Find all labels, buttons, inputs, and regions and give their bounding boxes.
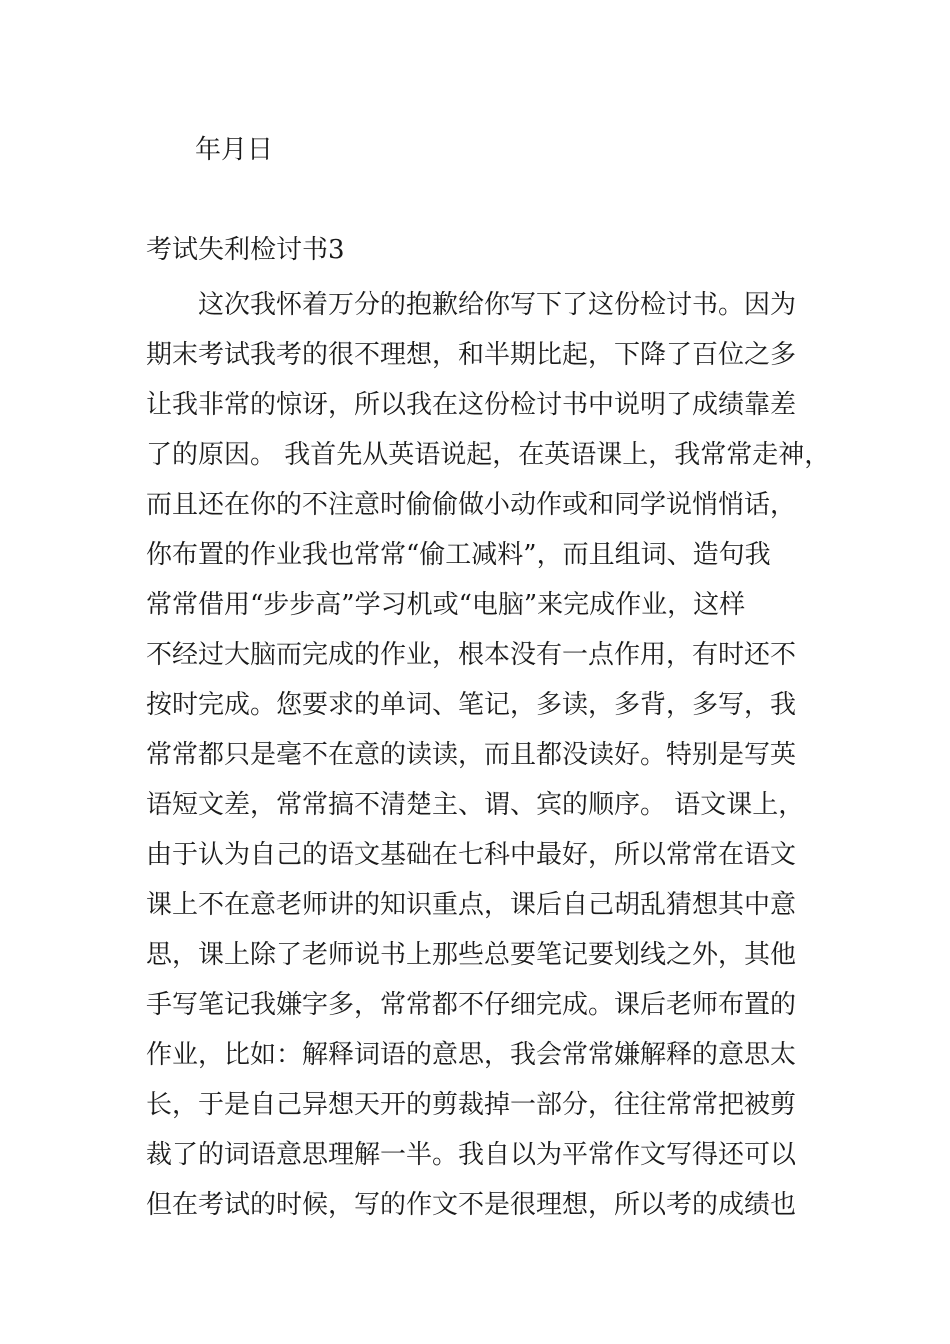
text-line: 你布置的作业我也常常“偷工减料”，而且组词、造句我 — [146, 540, 771, 570]
text-line: 手写笔记我嫌字多，常常都不仔细完成。课后老师布置的 — [146, 990, 797, 1020]
text-line: 语短文差，常常搞不清楚主、谓、宾的顺序。 语文课上， — [146, 790, 805, 820]
text-line: 而且还在你的不注意时偷偷做小动作或和同学说悄悄话， — [146, 490, 797, 520]
text-line: 常常都只是毫不在意的读读，而且都没读好。特别是写英 — [146, 740, 797, 770]
text-line: 裁了的词语意思理解一半。我自以为平常作文写得还可以 — [146, 1140, 797, 1170]
date-line: 年月日 — [195, 135, 274, 165]
text-line: 这次我怀着万分的抱歉给你写下了这份检讨书。因为 — [146, 290, 797, 320]
text-line: 不经过大脑而完成的作业，根本没有一点作用，有时还不 — [146, 640, 797, 670]
text-line: 课上不在意老师讲的知识重点，课后自己胡乱猜想其中意 — [146, 890, 797, 920]
document-heading: 考试失利检讨书3 — [146, 235, 345, 265]
body-text — [146, 280, 831, 1230]
text-line: 由于认为自己的语文基础在七科中最好，所以常常在语文 — [146, 840, 797, 870]
text-line: 了的原因。 我首先从英语说起，在英语课上，我常常走神， — [146, 440, 831, 470]
text-line: 按时完成。您要求的单词、笔记，多读，多背，多写，我 — [146, 690, 797, 720]
text-line: 长，于是自己异想天开的剪裁掉一部分，往往常常把被剪 — [146, 1090, 797, 1120]
text-line: 思，课上除了老师说书上那些总要笔记要划线之外，其他 — [146, 940, 797, 970]
text-line: 但在考试的时候，写的作文不是很理想，所以考的成绩也 — [146, 1190, 797, 1220]
text-line: 常常借用“步步高”学习机或“电脑”来完成作业，这样 — [146, 590, 746, 620]
text-line: 作业，比如：解释词语的意思，我会常常嫌解释的意思太 — [146, 1040, 797, 1070]
text-line: 期末考试我考的很不理想，和半期比起，下降了百位之多 — [146, 340, 797, 370]
text-line: 让我非常的惊讶，所以我在这份检讨书中说明了成绩靠差 — [146, 390, 797, 420]
